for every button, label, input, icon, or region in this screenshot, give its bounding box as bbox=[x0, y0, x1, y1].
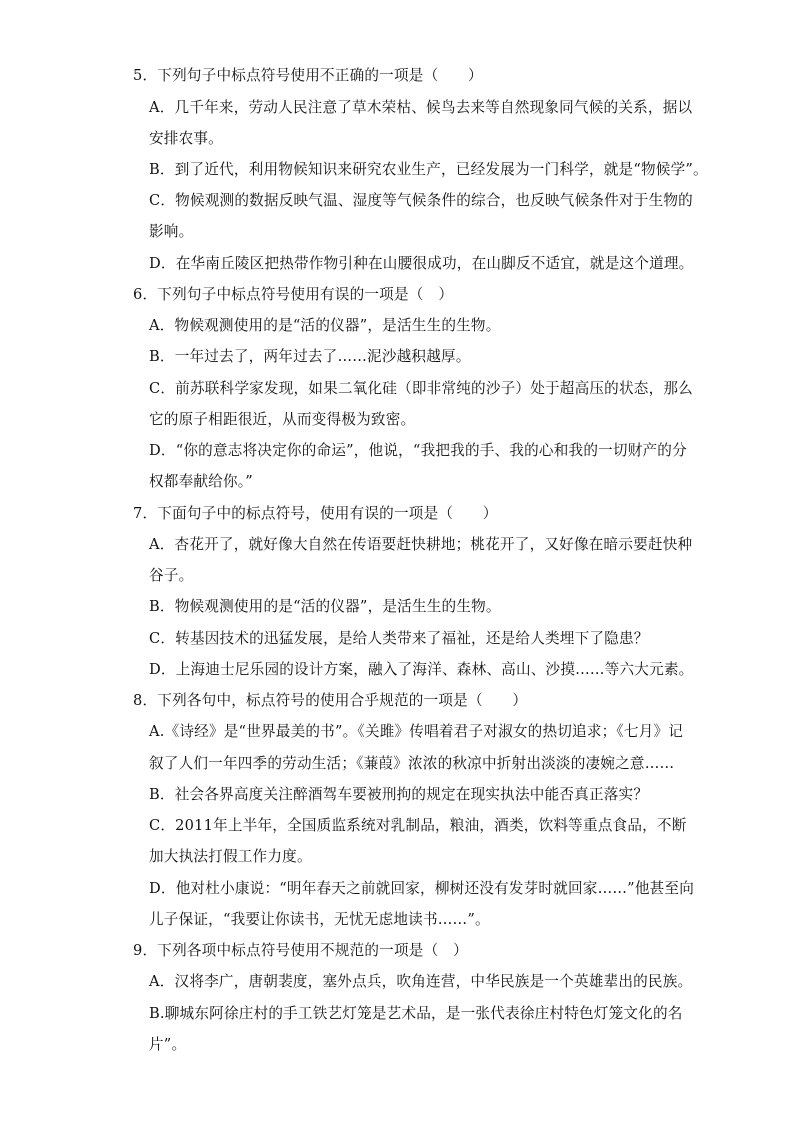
question-5-option-c-line-1: C．物候观测的数据反映气温、湿度等气候条件的综合，也反映气候条件对于生物的 bbox=[149, 192, 693, 209]
question-8-option-a-line-2: 叙了人们一年四季的劳动生活；《蒹葭》浓浓的秋凉中折射出淡淡的凄婉之意…… bbox=[149, 755, 675, 772]
question-6-option-d-line-1: D．“你的意志将决定你的命运”，他说，“我把我的手、我的心和我的一切财产的分 bbox=[149, 442, 687, 459]
question-7-stem: 7．下面句子中的标点符号，使用有误的一项是（ ） bbox=[133, 505, 498, 522]
question-7-option-a-line-2: 谷子。 bbox=[149, 567, 194, 584]
question-6-option-c-line-2: 它的原子相距很近，从而变得极为致密。 bbox=[149, 411, 416, 428]
question-5-option-b: B．到了近代，利用物候知识来研究农业生产，已经发展为一门科学，就是“物候学”。 bbox=[149, 161, 708, 178]
question-7-option-a-line-1: A．杏花开了，就好像大自然在传语要赶快耕地；桃花开了，又好像在暗示要赶快种 bbox=[149, 536, 693, 553]
question-7-option-c: C．转基因技术的迅猛发展，是给人类带来了福祉，还是给人类埋下了隐患？ bbox=[149, 630, 649, 647]
question-8-option-c-line-2: 加大执法打假工作力度。 bbox=[149, 848, 312, 865]
question-6-option-a: A．物候观测使用的是“活的仪器”，是活生生的生物。 bbox=[149, 317, 501, 334]
question-7-option-d: D．上海迪士尼乐园的设计方案，融入了海洋、森林、高山、沙摸……等六大元素。 bbox=[149, 661, 694, 678]
question-6-option-c-line-1: C．前苏联科学家发现，如果二氧化硅（即非常纯的沙子）处于超高压的状态，那么 bbox=[149, 380, 693, 397]
question-9-option-a: A．汉将李广，唐朝裴度，塞外点兵，吹角连营，中华民族是一个英雄辈出的民族。 bbox=[149, 973, 693, 990]
question-8-option-d-line-1: D．他对杜小康说：“明年春天之前就回家，柳树还没有发芽时就回家……”他甚至向 bbox=[149, 880, 695, 897]
question-7-option-b: B．物候观测使用的是“活的仪器”，是活生生的生物。 bbox=[149, 598, 501, 615]
question-8-stem: 8．下列各句中，标点符号的使用合乎规范的一项是（ ） bbox=[133, 692, 528, 709]
question-5-option-a-line-1: A．几千年来，劳动人民注意了草木荣枯、候鸟去来等自然现象同气候的关系，据以 bbox=[149, 99, 693, 116]
question-5-option-d: D．在华南丘陵区把热带作物引种在山腰很成功，在山脚反不适宜，就是这个道理。 bbox=[149, 255, 694, 272]
question-9-option-b-line-1: B.聊城东阿徐庄村的手工铁艺灯笼是艺术品，是一张代表徐庄村特色灯笼文化的名 bbox=[149, 1005, 683, 1022]
question-8-option-d-line-2: 儿子保证，“我要让你读书，无忧无虑地读书……”。 bbox=[149, 911, 490, 928]
question-8-option-a-line-1: A.《诗经》是“世界最美的书”。《关雎》传唱着君子对淑女的热切追求；《七月》记 bbox=[149, 723, 684, 740]
question-6-option-d-line-2: 权都奉献给你。” bbox=[149, 473, 253, 490]
question-8-option-c-line-1: C．2011年上半年，全国质监系统对乳制品，粮油，酒类，饮料等重点食品，不断 bbox=[149, 817, 687, 834]
question-8-option-b: B．社会各界高度关注醉酒驾车要被刑拘的规定在现实执法中能否真正落实？ bbox=[149, 786, 649, 803]
question-6-option-b: B．一年过去了，两年过去了……泥沙越积越厚。 bbox=[149, 348, 471, 365]
question-5-option-a-line-2: 安排农事。 bbox=[149, 130, 223, 147]
question-5-stem: 5．下列句子中标点符号使用不正确的一项是（ ） bbox=[133, 67, 483, 84]
question-9-option-b-line-2: 片”。 bbox=[149, 1036, 187, 1053]
question-9-stem: 9．下列各项中标点符号使用不规范的一项是（ ） bbox=[133, 942, 468, 959]
question-6-stem: 6．下列句子中标点符号使用有误的一项是（ ） bbox=[133, 286, 454, 303]
question-5-option-c-line-2: 影响。 bbox=[149, 223, 194, 240]
